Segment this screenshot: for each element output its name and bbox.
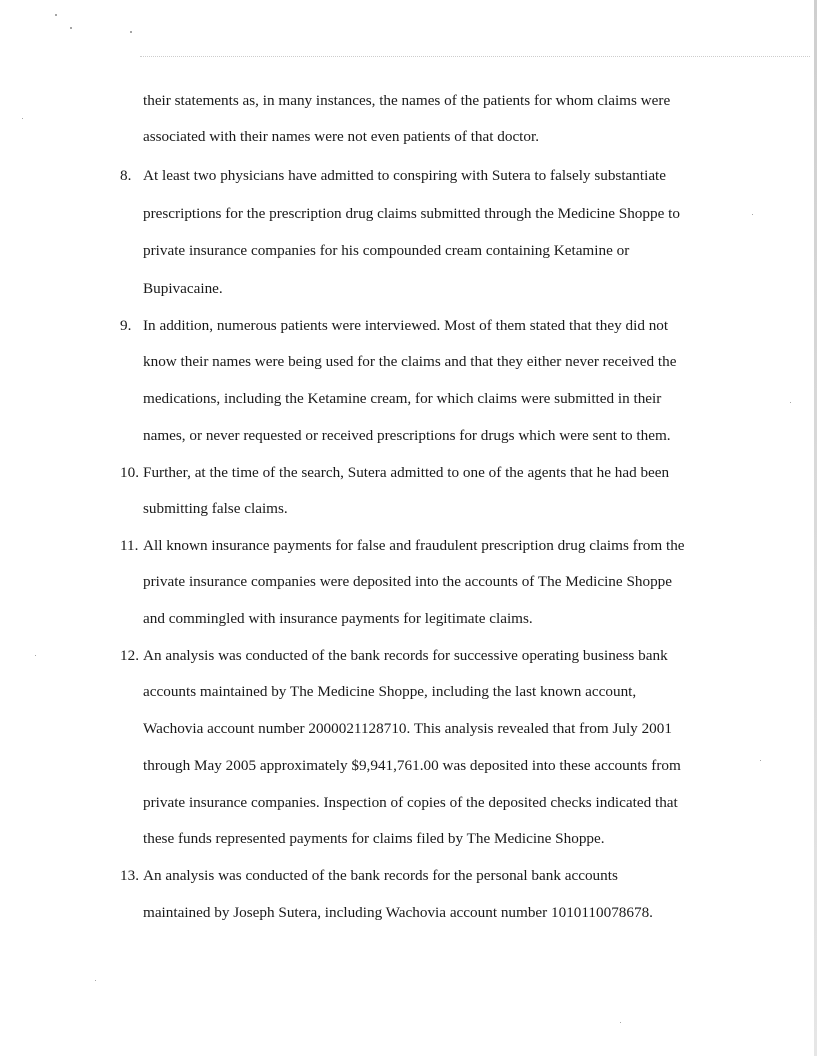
paragraph-number: 12. bbox=[120, 647, 139, 664]
paragraph-number: 13. bbox=[120, 867, 139, 884]
text-line: and commingled with insurance payments for legitimate claims. bbox=[143, 610, 533, 627]
text-line: Wachovia account number 2000021128710. This analysis revealed that from July 2001 bbox=[143, 720, 672, 737]
text-line: through May 2005 approximately $9,941,761.00 was deposited into these accounts from bbox=[143, 757, 681, 774]
text-line: Bupivacaine. bbox=[143, 280, 223, 297]
scan-speckle bbox=[35, 655, 36, 656]
scan-speckle bbox=[752, 214, 753, 215]
text-line: private insurance companies were deposited into the accounts of The Medicine Shoppe bbox=[143, 573, 673, 590]
text-line: private insurance companies. Inspection of copies of the deposited checks indicated that bbox=[143, 794, 678, 811]
text-line: submitting false claims. bbox=[143, 500, 288, 517]
paragraph-number: 9. bbox=[120, 317, 132, 334]
scan-noise-top bbox=[140, 56, 810, 61]
scan-speckle bbox=[130, 31, 132, 33]
scan-speckle bbox=[760, 760, 761, 761]
scan-speckle bbox=[22, 118, 23, 119]
text-line: Further, at the time of the search, Sutera admitted to one of the agents that he had been bbox=[143, 464, 670, 481]
text-line: prescriptions for the prescription drug claims submitted through the Medicine Shoppe to bbox=[143, 205, 680, 222]
scan-speckle bbox=[70, 27, 72, 29]
scan-speckle bbox=[95, 980, 96, 981]
text-line: All known insurance payments for false and fraudulent prescription drug claims from the bbox=[143, 537, 685, 554]
text-line: their statements as, in many instances, the names of the patients for whom claims were bbox=[143, 92, 671, 109]
scan-speckle bbox=[790, 402, 791, 403]
text-line: private insurance companies for his compounded cream containing Ketamine or bbox=[143, 242, 630, 259]
text-line: In addition, numerous patients were interviewed. Most of them stated that they did not bbox=[143, 317, 669, 334]
text-line: accounts maintained by The Medicine Shoppe, including the last known account, bbox=[143, 683, 637, 700]
paragraph-number: 10. bbox=[120, 464, 139, 481]
text-line: An analysis was conducted of the bank records for the personal bank accounts bbox=[143, 867, 618, 884]
text-line: An analysis was conducted of the bank records for successive operating business bank bbox=[143, 647, 668, 664]
text-line: At least two physicians have admitted to conspiring with Sutera to falsely substantiate bbox=[143, 167, 667, 184]
paragraph-number: 8. bbox=[120, 167, 132, 184]
text-line: medications, including the Ketamine cream, for which claims were submitted in their bbox=[143, 390, 662, 407]
text-line: these funds represented payments for claims filed by The Medicine Shoppe. bbox=[143, 830, 605, 847]
text-line: names, or never requested or received prescriptions for drugs which were sent to them. bbox=[143, 427, 671, 444]
text-line: associated with their names were not even patients of that doctor. bbox=[143, 128, 540, 145]
scan-speckle bbox=[620, 1022, 621, 1023]
paragraph-number: 11. bbox=[120, 537, 139, 554]
scan-speckle bbox=[55, 14, 57, 16]
text-line: know their names were being used for the claims and that they either never received the bbox=[143, 353, 677, 370]
text-line: maintained by Joseph Sutera, including Wachovia account number 1010110078678. bbox=[143, 904, 653, 921]
